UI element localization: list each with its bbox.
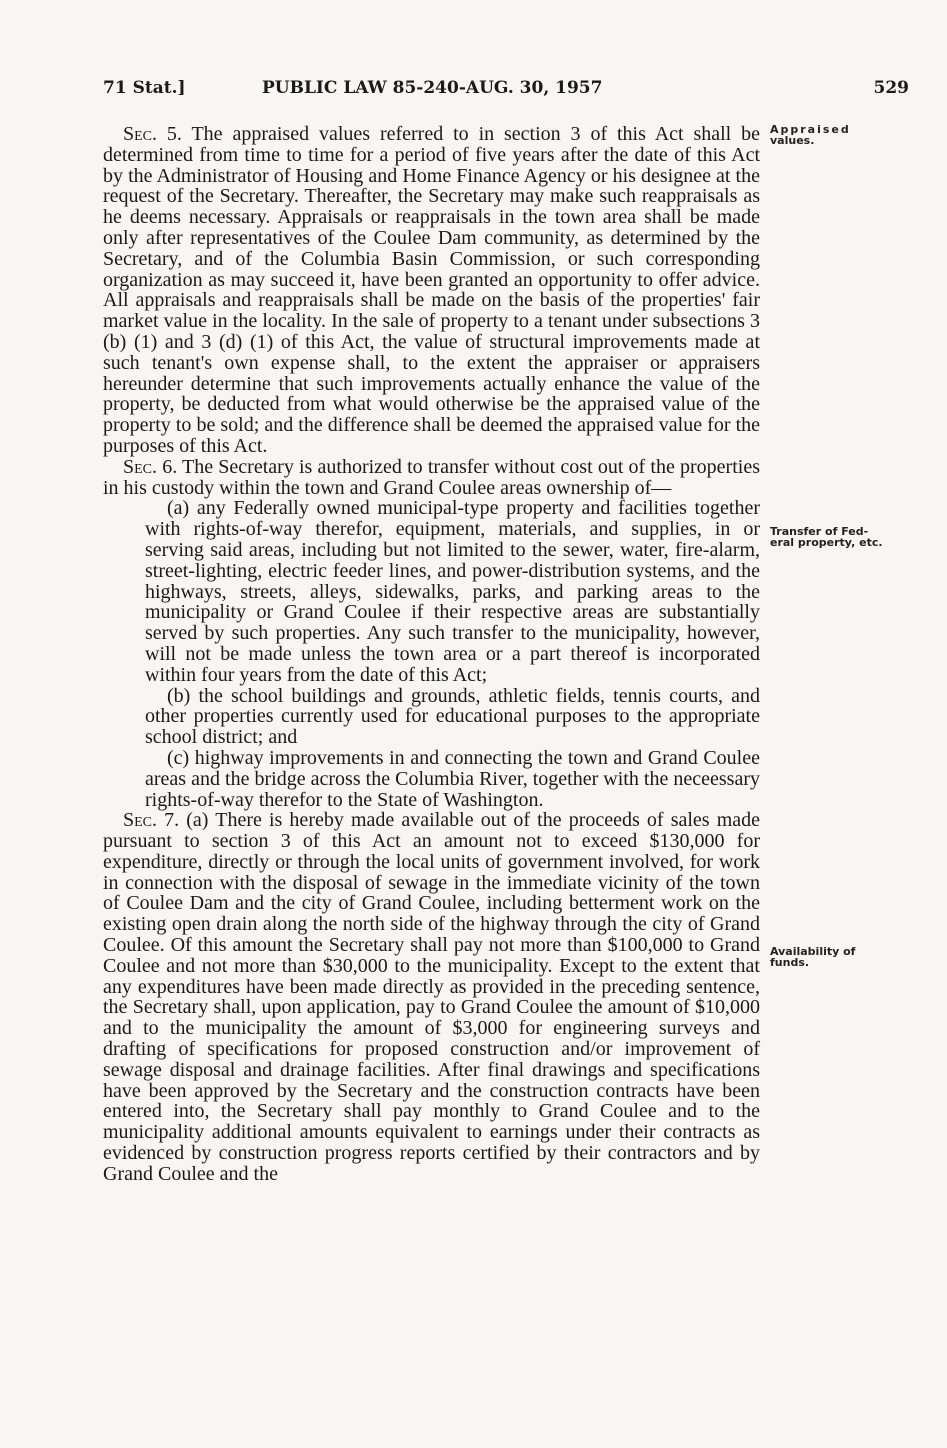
volume-reference: 71 Stat.] bbox=[103, 78, 186, 98]
list-item: (b) the school buildings and grounds, athletic fields, tennis courts, and other properties currently used for educational purposes to the appropriate school district; and bbox=[145, 684, 760, 749]
margin-note-transfer bbox=[770, 526, 920, 548]
margin-note-line: Appraised bbox=[770, 123, 851, 136]
section-text: (a) There is hereby made available out of the proceeds of sales made pursuant to section 3 of this Act an amount not to exceed $130,000 for expenditure, directly or through the local units of government involved, for work in connection with the disposal of sewage in the immediate vicinity of the town of Coulee Dam and the city of Grand Coulee, including betterment work on the existing open drain along the north side of the highway through the city of Grand Coulee. Of this amount the Secretary shall pay not more than $100,000 to Grand Coulee and not more than $30,000 to the municipality. Except to the extent that any expenditures have been made directly as provided in the preceding sentence, the Secretary shall, upon application, pay to Grand Coulee the amount of $10,000 and to the municipality the amount of $3,000 for engineering surveys and drafting of specifications for proposed construction and/or improvement of sewage disposal and drainage facilities. After final drawings and specifications have been approved by the Secretary and the construction contracts have been entered into, the Secretary shall pay monthly to Grand Coulee and to the municipality additional amounts equivalent to earnings under their contracts as evidenced by construction progress reports certified by their contractors and by Grand Coulee and the bbox=[103, 809, 761, 1185]
margin-note-line: Availability of bbox=[770, 945, 856, 958]
margin-note-availability bbox=[770, 946, 920, 968]
list-item: (c) highway improvements in and connecting the town and Grand Coulee areas and the bridge across the Columbia River, together with the neceessary rights-of-way therefor to the State of Washington. bbox=[145, 746, 760, 811]
margin-note-line: funds. bbox=[770, 956, 810, 969]
section-5 bbox=[103, 124, 760, 457]
list-item: (a) any Federally owned municipal-type property and facilities together with rights-of-way therefor, equipment, materials, and supplies, in or serving said areas, including but not limited to the sewer, water, fire-alarm, street-lighting, electric feeder lines, and power-distribution systems, and the highways, streets, alleys, sidewalks, parks, and parking areas to the municipality or Grand Coulee if their respective areas are substantially served by such properties. Any such transfer to the municipality, however, will not be made unless the town area or a part thereof is incorporated within four years from the date of this Act; bbox=[145, 497, 760, 686]
running-title: PUBLIC LAW 85-240-AUG. 30, 1957 bbox=[262, 78, 603, 98]
section-6 bbox=[103, 457, 760, 499]
section-text: The Secretary is authorized to transfer without cost out of the properties in his custody within the town and Grand Coulee areas ownership of— bbox=[103, 455, 760, 499]
margin-note-line: Transfer of Fed- bbox=[770, 525, 869, 538]
page-number: 529 bbox=[873, 78, 909, 98]
margin-note-line: eral property, etc. bbox=[770, 536, 883, 549]
section-6-items bbox=[145, 498, 760, 810]
margin-note-appraised-values bbox=[770, 124, 920, 146]
section-text: The appraised values referred to in section 3 of this Act shall be determined from time to time for a period of five years after the date of this Act by the Administrator of Housing and Home Finance Agency or his designee at the request of the Secretary. Thereafter, the Secretary may make such reappraisals as he deems necessary. Appraisals or reappraisals in the town area shall be made only after representatives of the Coulee Dam community, as determined by the Secretary, and of the Columbia Basin Commission, or such corresponding organization as may succeed it, have been granted an opportunity to offer advice. All appraisals and reappraisals shall be made on the basis of the properties' fair market value in the locality. In the sale of property to a tenant under subsections 3 (b) (1) and 3 (d) (1) of this Act, the value of structural improvements made at such tenant's own expense shall, to the extent the appraiser or appraisers hereunder determine that such improvements actually enhance the value of the property, be deducted from what would otherwise be the appraised value of the property to be sold; and the difference shall be deemed the appraised value for the purposes of this Act. bbox=[103, 123, 761, 457]
section-label: Sec. 6. bbox=[123, 455, 178, 478]
section-7 bbox=[103, 810, 760, 1184]
statute-body bbox=[103, 124, 760, 1185]
section-label: Sec. 5. bbox=[123, 123, 182, 145]
margin-note-line: values. bbox=[770, 134, 815, 147]
section-label: Sec. 7. bbox=[123, 809, 180, 832]
page-header bbox=[0, 78, 947, 102]
